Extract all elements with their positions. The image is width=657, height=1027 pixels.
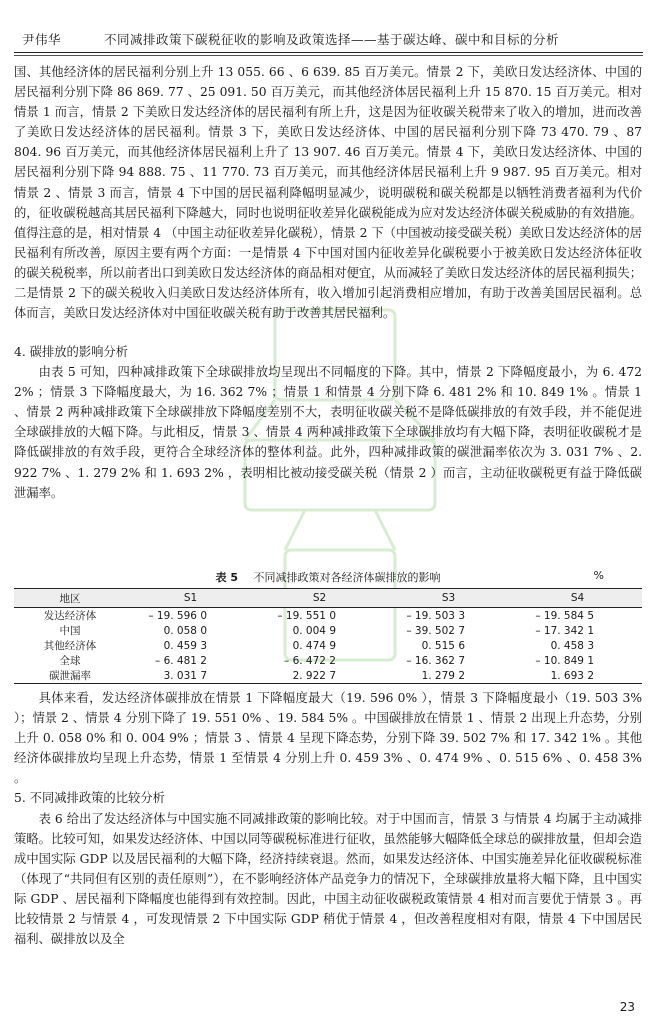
table-cell: – 19. 551 0: [277, 609, 336, 622]
running-header: [14, 30, 643, 50]
table-cell: – 19. 584 5: [535, 609, 594, 622]
table-cell: – 16. 362 7: [406, 654, 465, 667]
table-cell: 0. 474 9: [292, 639, 336, 652]
table-cell: – 10. 849 1: [535, 654, 594, 667]
table5-caption-text: 不同减排政策对各经济体碳排放的影响: [253, 571, 441, 584]
header-rule: [14, 52, 643, 53]
section-heading-5: 5. 不同减排政策的比较分析: [14, 791, 165, 806]
page-number: 23: [619, 1000, 635, 1014]
table-cell: – 17. 342 1: [535, 624, 594, 637]
section-heading-4: 4. 碳排放的影响分析: [14, 345, 129, 359]
table-row: [14, 653, 642, 668]
table-cell: 发达经济体: [43, 610, 97, 622]
table-cell: 中国: [59, 625, 81, 637]
table-cell: 3. 031 7: [126, 668, 255, 684]
table5-header-cell: S4: [513, 589, 642, 608]
table5-unit: %: [593, 569, 604, 582]
body-block-welfare: [14, 62, 642, 323]
table-row: [14, 623, 642, 638]
table-cell: 2. 922 7: [255, 668, 384, 684]
table5-caption-no: 表 5: [215, 571, 238, 584]
table-cell: 其他经济体: [43, 640, 97, 652]
table-cell: – 6. 481 2: [154, 654, 207, 667]
table5-header-cell: S1: [126, 589, 255, 608]
table5-header-cell: 地区: [14, 589, 126, 608]
body-block-detail: [14, 688, 642, 949]
table5-header-cell: S3: [384, 589, 513, 608]
header-title: 不同减排政策下碳税征收的影响及政策选择——基于碳达峰、碳中和目标的分析: [104, 32, 560, 47]
table-cell: 0. 004 9: [292, 624, 336, 637]
table-cell: 0. 515 6: [421, 639, 465, 652]
table-cell: – 6. 472 2: [283, 654, 336, 667]
header-author: 尹伟华: [22, 32, 62, 47]
header-rule-thin: [14, 55, 643, 56]
table5-header-cell: S2: [255, 589, 384, 608]
table-cell: 0. 458 3: [550, 639, 594, 652]
table5: [14, 588, 642, 684]
table-row: [14, 638, 642, 653]
table5-caption: [14, 569, 642, 585]
table-cell: 1. 693 2: [513, 668, 642, 684]
table-cell: 0. 459 3: [163, 639, 207, 652]
table-cell: 全球: [59, 655, 81, 667]
paragraph-welfare: 国、其他经济体的居民福利分别上升 13 055. 66 、6 639. 85 百万美元。情景 2 下，美欧日发达经济体、中国的居民福利分别下降 86 869. 77 、25 091. 50 百万美元，而其他经济体居民福利上升 15 870. 15 百万美元。相对情景 1 而言，情景 2 下美欧日发达经济体的居民福利有所上升，这是因为征收碳关税带来了收入的增加，进而改善了美欧日发达经济体的居民福利。情景 3 下，美欧日发达经济体、中国的居民福利分别下降 73 470. 79 、87 804. 96 百万美元，而其他经济体居民福利上升了 13 907. 46 百万美元。情景 4 下，美欧日发达经济体、中国的居民福利分别下降 94 888. 75 、11 770. 73 百万美元，而其他经济体居民福利上升 9 987. 95 百万美元。相对情景 2 、情景 3 而言，情景 4 下中国的居民福利降幅明显减少，说明碳税和碳关税都是以牺牲消费者福利为代价的，征收碳税越高其居民福利下降越大，同时也说明征收差异化碳税能成为应对发达经济体碳关税威胁的有效措施。值得注意的是，相对情景 4 （中国主动征收差异化碳税），情景 2 下（中国被动接受碳关税）美欧日发达经济体的居民福利有所改善，原因主要有两个方面：一是情景 4 下中国对国内征收差异化碳税要小于被美欧日发达经济体征收的碳关税税率，所以前者出口到美欧日发达经济体的商品相对便宜，从而减轻了美欧日发达经济体的居民福利损失；二是情景 2 下的碳关税收入归美欧日发达经济体所有，收入增加引起消费相应增加，有助于改善美国居民福利。总体而言，美欧日发达经济体对中国征收碳关税有助于改善其居民福利。: [14, 65, 642, 321]
table5-header-row: [14, 589, 642, 608]
body-block-emission: [14, 342, 642, 503]
table-cell: 0. 058 0: [163, 624, 207, 637]
paragraph-emission: 由表 5 可知，四种减排政策下全球碳排放均呈现出不同幅度的下降。其中，情景 2 下降幅度最小，为 6. 472 2% ；情景 3 下降幅度最大，为 16. 362 7% ；情景 1 和情景 4 分别下降 6. 481 2% 和 10. 849 1% 。情景 1 、情景 2 两种减排政策下全球碳排放下降幅度差别不大，表明征收碳关税不是降低碳排放的有效手段，并不能促进全球碳排放的大幅下降。与此相反，情景 3 、情景 4 两种减排政策下全球碳排放均有大幅下降，表明征收碳税才是降低碳排放的有效手段，更符合全球经济体的整体利益。此外，四种减排政策的碳泄漏率依次为 3. 031 7% 、2. 922 7% 、1. 279 2% 和 1. 693 2% ，表明相比被动接受碳关税（情景 2 ）而言，主动征收碳税更有益于降低碳泄漏率。: [14, 365, 642, 500]
table-cell: 1. 279 2: [384, 668, 513, 684]
table-cell: – 19. 503 3: [406, 609, 465, 622]
table-row: [14, 668, 642, 684]
table-cell: – 39. 502 7: [406, 624, 465, 637]
table-cell: 碳泄漏率: [14, 668, 126, 684]
table-cell: – 19. 596 0: [148, 609, 207, 622]
paragraph-detail: 具体来看，发达经济体碳排放在情景 1 下降幅度最大（19. 596 0% ），情景 3 下降幅度最小（19. 503 3% ）；情景 2 、情景 4 分别下降了 19. 551 0% 、19. 584 5% 。中国碳排放在情景 1 、情景 2 出现上升态势，分别上升 0. 058 0% 和 0. 004 9% ；情景 3 、情景 4 呈现下降态势，分别下降 39. 502 7% 和 17. 342 1% 。其他经济体碳排放均呈现上升态势，情景 1 至情景 4 分别上升 0. 459 3% 、0. 474 9% 、0. 515 6% 、0. 458 3% 。: [14, 691, 642, 786]
paragraph-comparison: 表 6 给出了发达经济体与中国实施不同减排政策的影响比较。对于中国而言，情景 3 与情景 4 均属于主动减排策略。比较可知，如果发达经济体、中国以同等碳税标准进行征收，虽然能够大幅降低全球总的碳排放量，但却会造成中国实际 GDP 以及居民福利的大幅下降，经济持续衰退。然而，如果发达经济体、中国实施差异化征收碳税标准（体现了“共同但有区别的责任原则”），在不影响经济体产品竞争力的情况下，全球碳排放量将大幅下降，且中国实际 GDP 、居民福利下降幅度也能得到有效控制。因此，中国主动征收碳税政策情景 4 相对而言要优于情景 3 。再比较情景 2 与情景 4 ，可发现情景 2 下中国实际 GDP 稍优于情景 4 ，但改善程度相对有限，情景 4 下中国居民福利、碳排放以及全: [14, 811, 642, 947]
table-row: [14, 608, 642, 624]
